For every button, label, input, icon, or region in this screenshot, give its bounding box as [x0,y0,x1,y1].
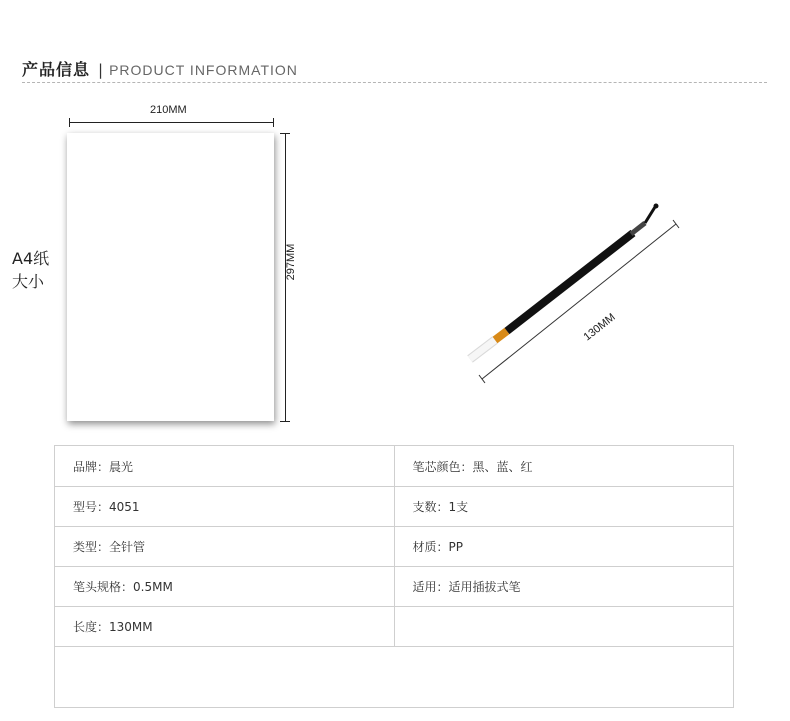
refill [470,204,659,360]
table-row [55,647,734,708]
spec-cell-refill-color: 笔芯颜色：黑、蓝、红 [394,446,733,487]
spec-cell-brand: 品牌：晨光 [55,446,395,487]
a4-paper-illustration [67,133,274,421]
spec-cell-length: 长度：130MM [55,607,395,647]
table-row [55,567,734,607]
refill-length-label: 130MM [581,311,618,344]
paper-size-caption-line2: 大小 [12,272,45,291]
spec-cell-tip-size: 笔头规格：0.5MM [55,567,395,607]
table-row [55,607,734,647]
spec-cell-quantity: 支数：1支 [394,487,733,527]
spec-cell-blank [55,647,734,708]
pen-refill-illustration [455,195,695,390]
title-separator: | [98,61,104,79]
spec-cell-model: 型号：4051 [55,487,395,527]
paper-width-dimension-line [69,118,274,128]
spec-cell-compatibility: 适用：适用插拔式笔 [394,567,733,607]
section-title-cn: 产品信息 [22,60,91,79]
paper-size-caption [12,247,49,293]
paper-height-label: 297MM [285,243,297,281]
spec-table [54,445,734,708]
spec-cell-type: 类型：全针管 [55,527,395,567]
table-row [55,527,734,567]
section-header [22,57,298,81]
spec-cell-material: 材质：PP [394,527,733,567]
spec-cell-empty [394,607,733,647]
header-divider [22,82,767,83]
section-title-en: PRODUCT INFORMATION [109,62,298,78]
table-row [55,446,734,487]
paper-size-caption-line1: A4纸 [12,249,50,268]
table-row [55,487,734,527]
refill-length-dimension [479,220,679,383]
paper-width-label: 210MM [150,104,187,116]
